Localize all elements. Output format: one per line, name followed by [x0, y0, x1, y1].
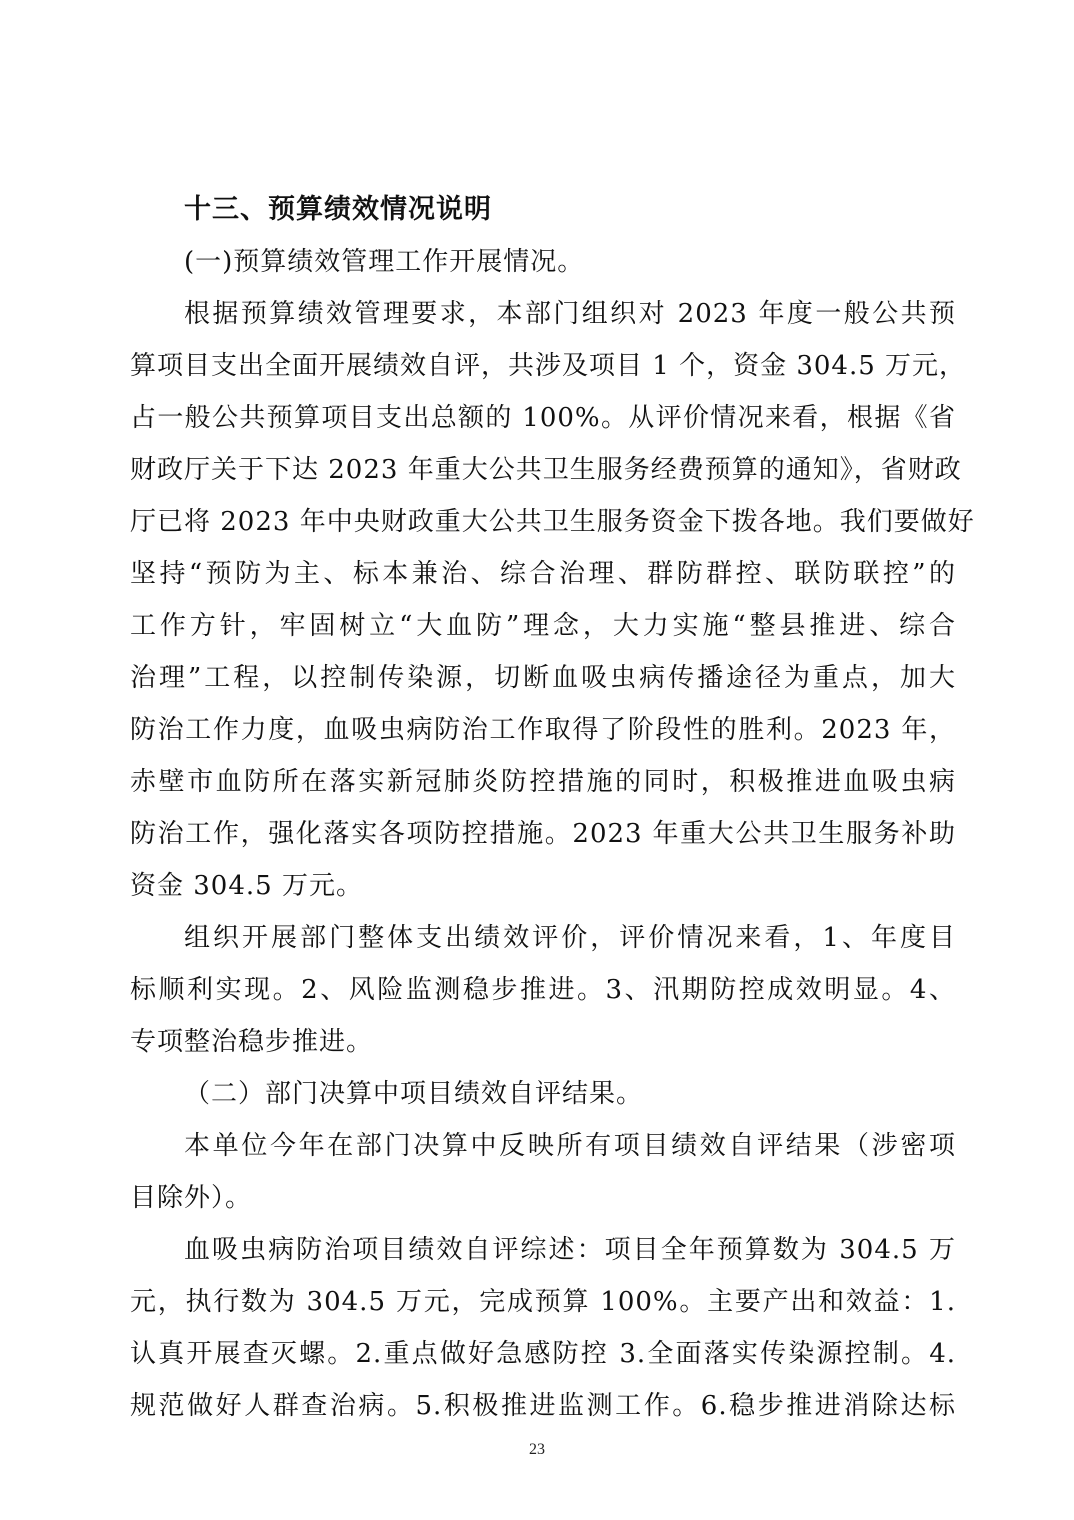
paragraph-line: 防治工作力度，血吸虫病防治工作取得了阶段性的胜利。2023 年， — [130, 715, 956, 745]
paragraph-line: 赤壁市血防所在落实新冠肺炎防控措施的同时，积极推进血吸虫病 — [130, 767, 956, 797]
paragraph-line: 资金 304.5 万元。 — [130, 871, 363, 901]
paragraph-line: 认真开展查灭螺。2.重点做好急感防控 3.全面落实传染源控制。4. — [130, 1339, 956, 1369]
paragraph-line: 规范做好人群查治病。5.积极推进监测工作。6.稳步推进消除达标 — [130, 1391, 956, 1421]
paragraph-line: 坚持“预防为主、标本兼治、综合治理、群防群控、联防联控”的 — [130, 559, 956, 589]
paragraph-line: 防治工作，强化落实各项防控措施。2023 年重大公共卫生服务补助 — [130, 819, 956, 849]
paragraph-line: 治理”工程，以控制传染源，切断血吸虫病传播途径为重点，加大 — [130, 663, 956, 693]
paragraph-line: 血吸虫病防治项目绩效自评综述：项目全年预算数为 304.5 万 — [184, 1235, 956, 1265]
paragraph-line: 工作方针，牢固树立“大血防”理念，大力实施“整县推进、综合 — [130, 611, 956, 641]
paragraph-line: 目除外）。 — [130, 1183, 253, 1213]
paragraph-line: 元，执行数为 304.5 万元，完成预算 100%。主要产出和效益：1. — [130, 1287, 956, 1317]
subsection-title-2: （二）部门决算中项目绩效自评结果。 — [184, 1079, 644, 1109]
paragraph-line: 财政厅关于下达 2023 年重大公共卫生服务经费预算的通知》，省财政 — [130, 455, 962, 485]
paragraph-line: 占一般公共预算项目支出总额的 100%。从评价情况来看，根据《省 — [130, 403, 956, 433]
paragraph-line: 厅已将 2023 年中央财政重大公共卫生服务资金下拨各地。我们要做好 — [130, 507, 975, 537]
paragraph-line: 标顺利实现。2、风险监测稳步推进。3、汛期防控成效明显。4、 — [130, 975, 956, 1005]
paragraph-line: 算项目支出全面开展绩效自评，共涉及项目 1 个，资金 304.5 万元， — [130, 351, 967, 381]
section-heading: 十三、预算绩效情况说明 — [184, 194, 492, 225]
paragraph-line: 组织开展部门整体支出绩效评价，评价情况来看，1、年度目 — [184, 923, 956, 953]
paragraph-line: 专项整治稳步推进。 — [130, 1027, 374, 1057]
paragraph-line: 本单位今年在部门决算中反映所有项目绩效自评结果（涉密项 — [184, 1131, 956, 1161]
paragraph-line: 根据预算绩效管理要求，本部门组织对 2023 年度一般公共预 — [184, 299, 956, 329]
page-number: 23 — [529, 1441, 545, 1458]
subsection-title-1: (一)预算绩效管理工作开展情况。 — [184, 247, 585, 277]
